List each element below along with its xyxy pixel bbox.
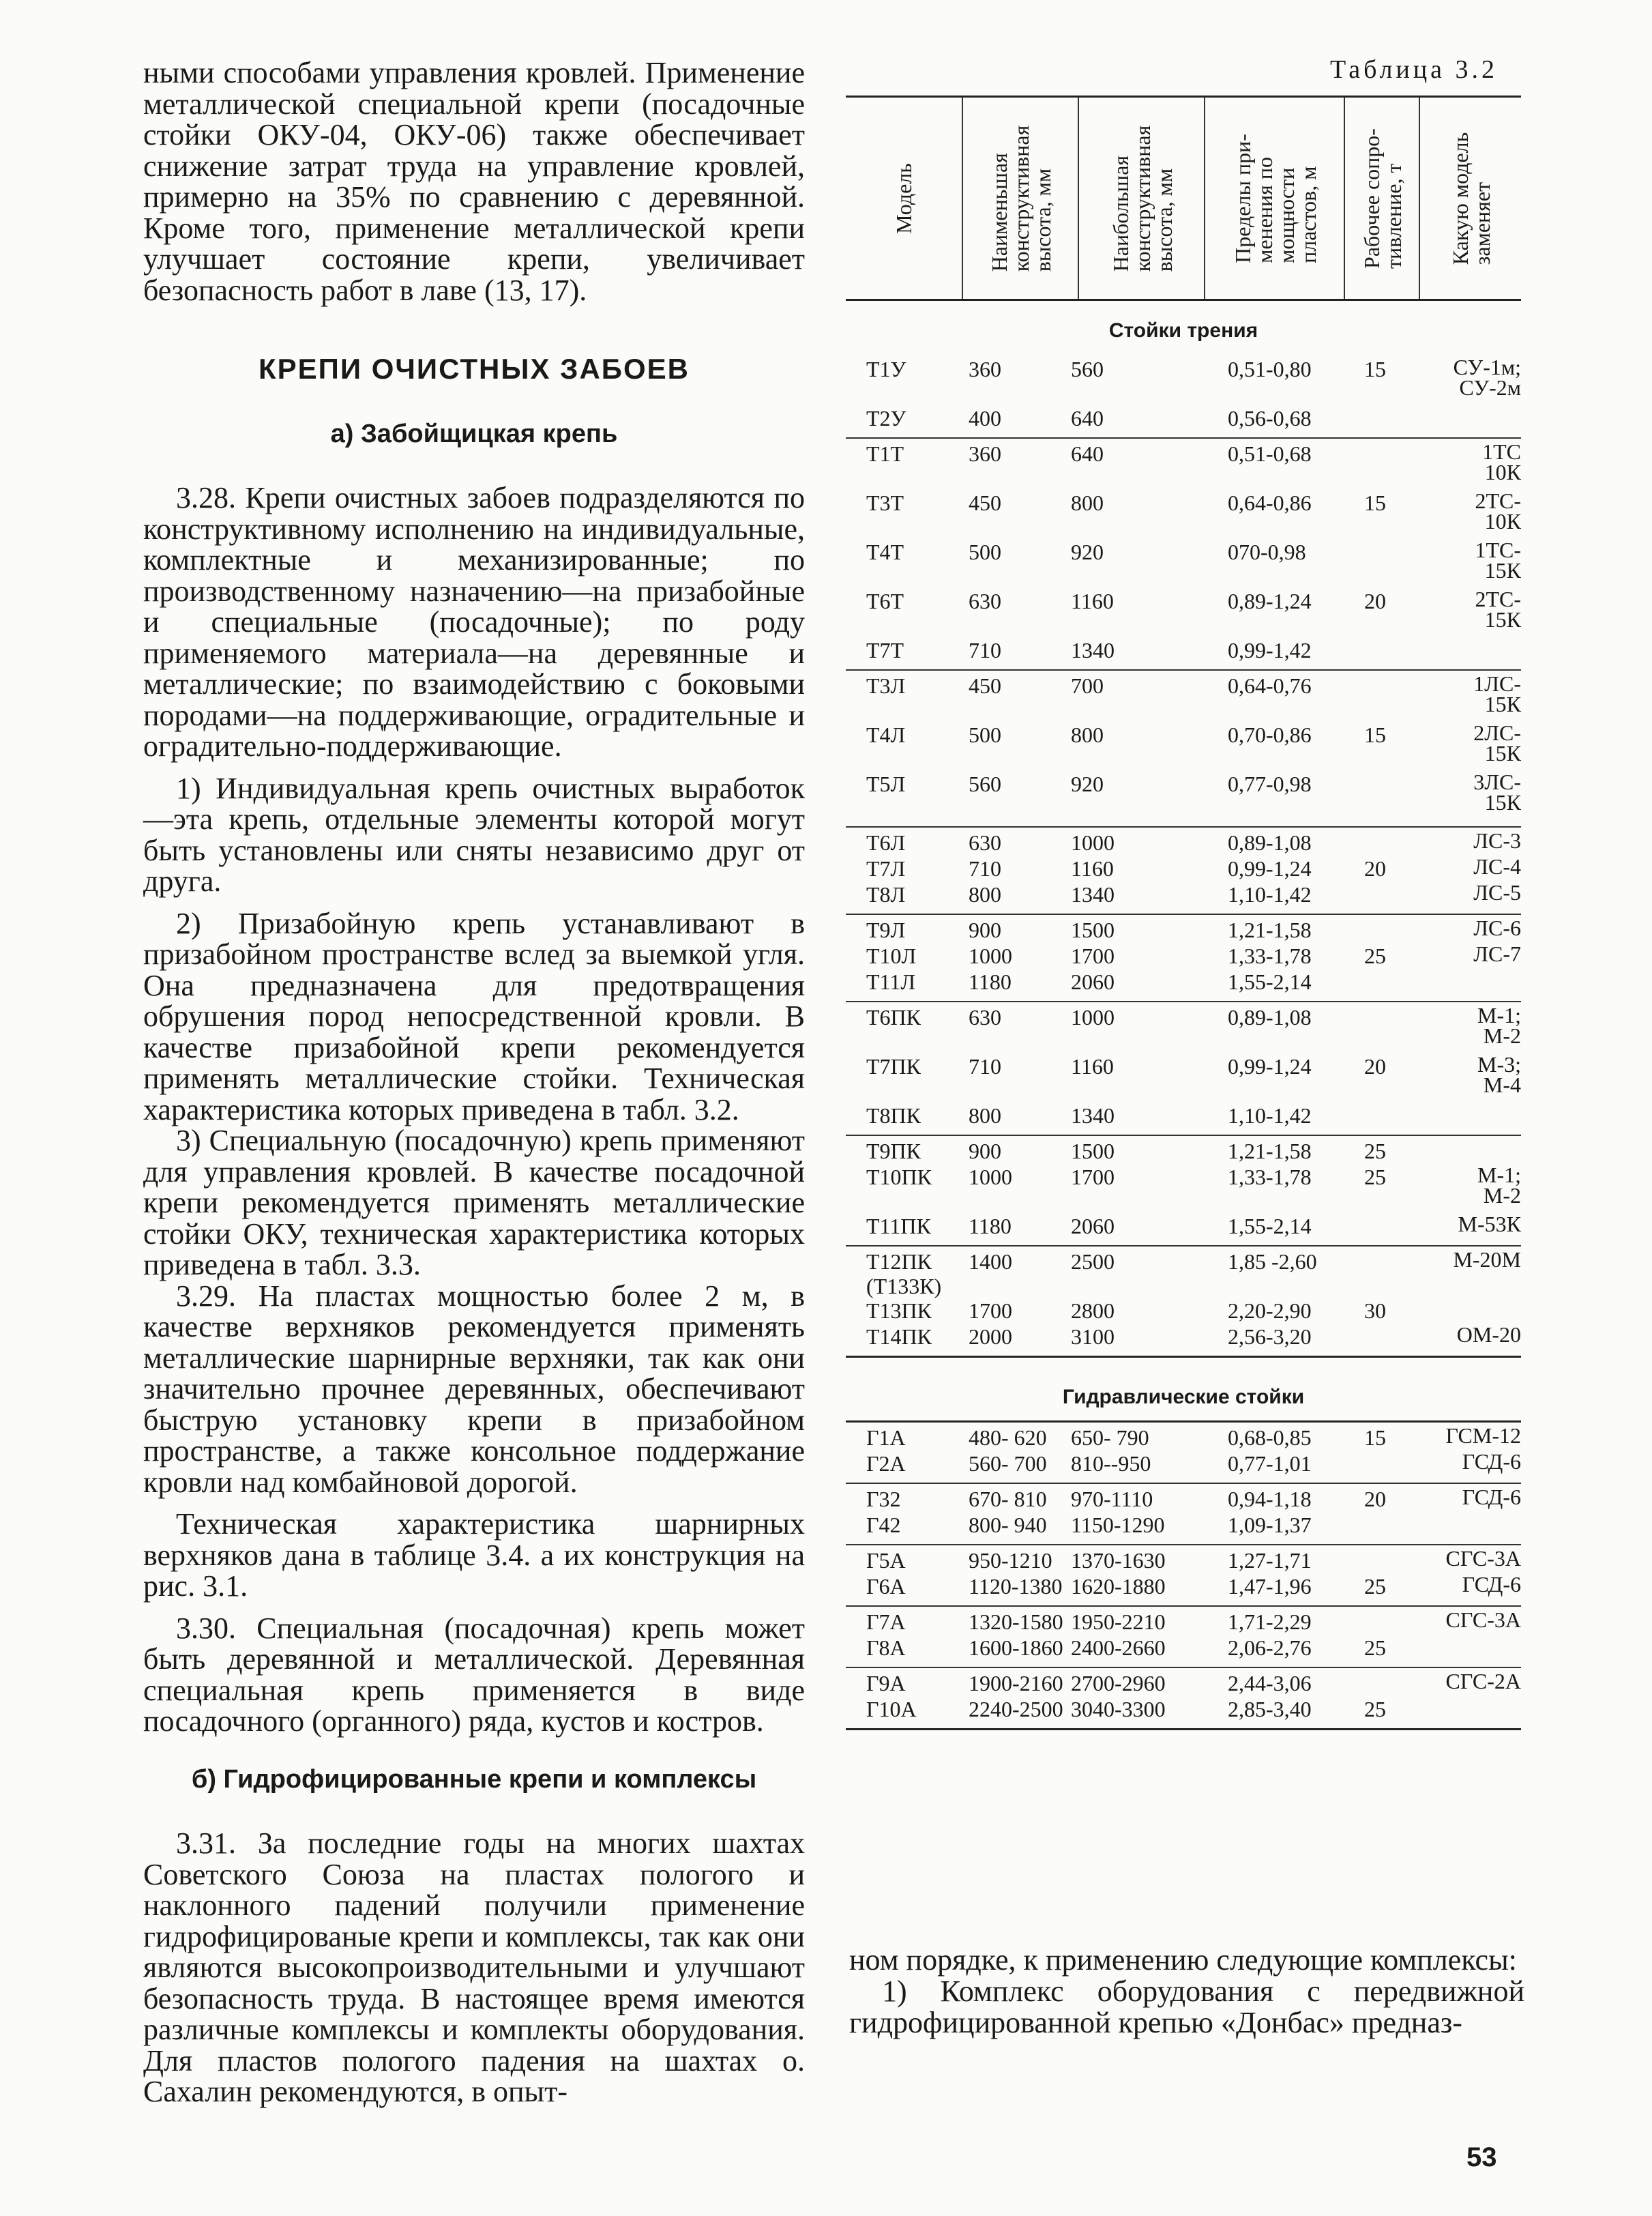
- cell-line: 2ТС-: [1475, 587, 1521, 611]
- cell-line: 15К: [1484, 607, 1521, 632]
- cell-model: Г5А: [866, 1548, 906, 1573]
- cell-model: Т6Т: [866, 589, 904, 613]
- cell-max: 640: [1071, 441, 1104, 466]
- cell-line: (Т133К): [866, 1274, 942, 1298]
- cell-model: Т7Т: [866, 638, 904, 662]
- cell-res: 20: [1364, 589, 1386, 613]
- cell-min: 630: [969, 1005, 1001, 1030]
- cell-range: 2,85-3,40: [1228, 1697, 1312, 1721]
- cell-min: 800: [969, 1103, 1001, 1128]
- cell-line: 1ЛС-: [1473, 671, 1521, 696]
- cell-line: СУ-2м: [1459, 375, 1521, 400]
- cell-range: 0,51-0,80: [1228, 357, 1312, 381]
- cell-max: 3100: [1071, 1324, 1115, 1349]
- paragraph-item-3: 3) Специальную (посадочную) крепь применяют для управления кровлей. В качестве посадочной крепи рекомендуется применять металлические стойки ОКУ, техническая характеристика которых приведена в табл. 3.3.: [143, 1124, 805, 1281]
- cell-range: 1,33-1,78: [1228, 944, 1312, 968]
- cell-line: 15К: [1484, 558, 1521, 583]
- cell-max: 1700: [1071, 944, 1115, 968]
- cell-model: Т14ПК: [866, 1324, 932, 1349]
- cell-range: 1,47-1,96: [1228, 1574, 1312, 1599]
- cell-min: 1180: [969, 970, 1012, 994]
- cell-max: 640: [1071, 406, 1104, 431]
- cell-res: 25: [1364, 944, 1386, 968]
- cell-range: 2,20-2,90: [1228, 1298, 1312, 1323]
- cell-min: 900: [969, 1139, 1001, 1163]
- table-row: [846, 357, 1521, 406]
- cell-model: Г1А: [866, 1425, 906, 1450]
- cell-repl: ЛС-6: [1473, 916, 1521, 940]
- cell-max: 560: [1071, 357, 1104, 381]
- cell-repl: М-53К: [1458, 1212, 1521, 1236]
- cell-line: М-2: [1483, 1023, 1521, 1048]
- cell-min: 560- 700: [969, 1451, 1047, 1476]
- header-replaces: [1419, 98, 1522, 299]
- cell-min: 950-1210: [969, 1548, 1052, 1573]
- cell-model: Т7Л: [866, 856, 906, 881]
- cell-repl: [1412, 589, 1521, 630]
- header-line: пластов, м: [1295, 165, 1321, 263]
- table-row: [846, 1548, 1521, 1574]
- cell-model: Т2У: [866, 406, 906, 431]
- cell-repl: ЛС-7: [1473, 942, 1521, 966]
- header-model: [846, 98, 962, 299]
- cell-max: 1160: [1071, 1054, 1114, 1079]
- cell-range: 0,64-0,76: [1228, 673, 1312, 698]
- cell-max: 1160: [1071, 856, 1114, 881]
- cell-max: 3040-3300: [1071, 1697, 1166, 1721]
- paragraph-3-30: 3.30. Специальная (посадочная) крепь может быть деревянной и металлической. Деревянная специальная крепь применяется в виде посадочного (органного) ряда, кустов и костров.: [143, 1611, 805, 1738]
- cell-range: 0,99-1,42: [1228, 638, 1312, 662]
- cell-range: 0,89-1,08: [1228, 830, 1312, 855]
- cell-min: 1600-1860: [969, 1635, 1063, 1660]
- cell-max: 800: [1071, 491, 1104, 515]
- table-group: [846, 1668, 1521, 1730]
- cell-model: Т5Л: [866, 772, 906, 796]
- cell-model: Т13ПК: [866, 1298, 932, 1323]
- cell-min: 560: [969, 772, 1001, 796]
- cell-line: М-1;: [1477, 1163, 1521, 1187]
- paragraph-tech: Техническая характеристика шарнирных верхняков дана в таблице 3.4. а их конструкция на рис. 3.1.: [143, 1507, 805, 1603]
- cell-range: 0,99-1,24: [1228, 856, 1312, 881]
- cell-min: 630: [969, 589, 1001, 613]
- header-range: [1204, 98, 1345, 299]
- paragraph-item-2: 2) Призабойную крепь устанавливают в призабойном пространстве вслед за выемкой угля. Она предназначена для предотвращения обрушения пород непосредственной кровли. В качестве призабойной крепи рекомендуется применять металлические стойки. Техническая характеристика которых приведена в табл. 3.2.: [143, 906, 805, 1126]
- subsection-heading-b: б) Гидрофицированные крепи и комплексы: [191, 1764, 757, 1794]
- table-row: [846, 540, 1521, 589]
- table-row: [846, 1574, 1521, 1600]
- table-row: [846, 1324, 1521, 1350]
- table-row: [846, 1425, 1521, 1451]
- cell-repl: ГСД-6: [1462, 1449, 1521, 1474]
- cell-max: 700: [1071, 673, 1104, 698]
- cell-repl: ЛС-5: [1473, 880, 1521, 905]
- cell-range: 0,56-0,68: [1228, 406, 1312, 431]
- cell-max: 1340: [1071, 1103, 1115, 1128]
- cell-repl: ЛС-3: [1473, 828, 1521, 853]
- cell-max: 810--950: [1071, 1451, 1151, 1476]
- cell-line: 15К: [1484, 692, 1521, 716]
- paragraph-complex-1: 1) Комплекс оборудования с передвижной гидрофицированной крепью «Донбас» предназ-: [849, 1974, 1524, 2039]
- cell-model: Т9ПК: [866, 1139, 921, 1163]
- cell-range: 0,99-1,24: [1228, 1054, 1312, 1079]
- cell-repl: [1412, 540, 1521, 581]
- table-row: [846, 918, 1521, 944]
- cell-max: 920: [1071, 540, 1104, 564]
- table-row: [846, 1249, 1521, 1298]
- table-group: [846, 1136, 1521, 1246]
- cell-model: Г42: [866, 1513, 901, 1537]
- cell-max: 650- 790: [1071, 1425, 1149, 1450]
- cell-repl: [1412, 673, 1521, 714]
- cell-min: 1000: [969, 1165, 1012, 1189]
- table-group: [846, 1607, 1521, 1668]
- cell-res: 15: [1364, 1425, 1386, 1450]
- cell-model: Т8Л: [866, 882, 906, 907]
- cell-range: 0,89-1,08: [1228, 1005, 1312, 1030]
- cell-repl: [1412, 1054, 1521, 1095]
- cell-max: 2060: [1071, 970, 1115, 994]
- table-row: [846, 1487, 1521, 1513]
- cell-range: 1,10-1,42: [1228, 1103, 1312, 1128]
- cell-line: 3ЛС-: [1473, 770, 1521, 794]
- cell-max: 1500: [1071, 1139, 1115, 1163]
- cell-min: 450: [969, 491, 1001, 515]
- cell-min: 1180: [969, 1214, 1012, 1238]
- cell-res: 25: [1364, 1635, 1386, 1660]
- table-row: [846, 970, 1521, 995]
- cell-min: 360: [969, 357, 1001, 381]
- table-row: [846, 673, 1521, 723]
- cell-repl: ГСД-6: [1462, 1485, 1521, 1509]
- cell-line: М-1;: [1477, 1003, 1521, 1027]
- table-row: [846, 944, 1521, 970]
- table-group: [846, 1484, 1521, 1545]
- header-resistance: [1344, 98, 1420, 299]
- cell-range: 1,71-2,29: [1228, 1609, 1312, 1634]
- cell-min: 450: [969, 673, 1001, 698]
- cell-model: Т10ПК: [866, 1165, 932, 1189]
- cell-min: 400: [969, 406, 1001, 431]
- header-line: высота, мм: [1151, 168, 1177, 272]
- header-line: Какую модель: [1448, 132, 1473, 265]
- cell-res: 25: [1364, 1165, 1386, 1189]
- cell-repl: [1412, 357, 1521, 398]
- page-number: 53: [1466, 2142, 1497, 2172]
- cell-range: 1,27-1,71: [1228, 1548, 1312, 1573]
- cell-range: 070-0,98: [1228, 540, 1306, 564]
- intro-paragraph: ными способами управления кровлей. Применение металлической специальной крепи (посадочные стойки ОКУ-04, ОКУ-06) также обеспечивает снижение затрат труда на управление кровлей, примерно на 35% по сравнению с деревянной. Кроме того, применение металлической крепи улучшает состояние крепи, увеличивает безопасность работ в лаве (13, 17).: [143, 56, 805, 307]
- table-row: [846, 1214, 1521, 1240]
- cell-repl: [1412, 772, 1521, 813]
- cell-line: 15К: [1484, 741, 1521, 766]
- cell-min: 2240-2500: [969, 1697, 1063, 1721]
- cell-res: 25: [1364, 1574, 1386, 1599]
- cell-min: 900: [969, 918, 1001, 942]
- cell-model: Т9Л: [866, 918, 906, 942]
- table-row: [846, 1298, 1521, 1324]
- table-group: [846, 828, 1521, 915]
- cell-model: Г32: [866, 1487, 901, 1511]
- cell-min: 630: [969, 830, 1001, 855]
- table-caption: Таблица 3.2: [1330, 55, 1499, 84]
- cell-max: 1950-2210: [1071, 1609, 1166, 1634]
- cell-model: Т3Л: [866, 673, 906, 698]
- table-row: [846, 1671, 1521, 1697]
- cell-model: Т8ПК: [866, 1103, 921, 1128]
- cell-max: 1620-1880: [1071, 1574, 1166, 1599]
- cell-repl: [1412, 441, 1521, 482]
- cell-max: 2800: [1071, 1298, 1115, 1323]
- table-header: [846, 96, 1521, 301]
- header-line: мощности: [1273, 167, 1299, 263]
- cell-repl: ЛС-4: [1473, 854, 1521, 879]
- header-line: Пределы при-: [1230, 133, 1255, 263]
- header-line: Модель: [891, 162, 916, 234]
- table-row: [846, 491, 1521, 540]
- cell-res: 20: [1364, 856, 1386, 881]
- cell-range: 0,51-0,68: [1228, 441, 1312, 466]
- cell-range: 0,89-1,24: [1228, 589, 1312, 613]
- cell-line: 10К: [1484, 460, 1521, 484]
- cell-min: 1900-2160: [969, 1671, 1063, 1695]
- cell-model: Г6А: [866, 1574, 906, 1599]
- table-row: [846, 1451, 1521, 1477]
- cell-range: 1,33-1,78: [1228, 1165, 1312, 1189]
- hydraulic-body: [846, 1420, 1521, 1730]
- cell-min: 360: [969, 441, 1001, 466]
- cell-max: 2500: [1071, 1249, 1115, 1274]
- subsection-heading-a: а) Забойщицкая крепь: [330, 419, 618, 448]
- cell-res: 25: [1364, 1139, 1386, 1163]
- cell-range: 0,68-0,85: [1228, 1425, 1312, 1450]
- table-group: [846, 1423, 1521, 1484]
- cell-repl: СГС-3А: [1445, 1546, 1521, 1571]
- cell-max: 1000: [1071, 830, 1115, 855]
- cell-min: 710: [969, 856, 1001, 881]
- paragraph-3-31: 3.31. За последние годы на многих шахтах Советского Союза на пластах пологого и наклонного падений получили применение гидрофицированые крепи и комплексы, так как они являются высокопроизводительными и улучшают безопасность труда. В настоящее время имеются различные комплексы и комплекты оборудования. Для пластов пологого падения на шахтах о. Сахалин рекомендуются, в опыт-: [143, 1826, 805, 2108]
- cell-line: М-3;: [1477, 1052, 1521, 1077]
- table-3-2: [846, 96, 1521, 1730]
- cell-model: Г7А: [866, 1609, 906, 1634]
- cell-max: 2700-2960: [1071, 1671, 1166, 1695]
- table-group: [846, 354, 1521, 439]
- cell-max: 1160: [1071, 589, 1114, 613]
- table-group: [846, 1246, 1521, 1358]
- cell-max: 1000: [1071, 1005, 1115, 1030]
- cell-line: М-4: [1483, 1073, 1521, 1097]
- section-hydraulic-title: Гидравлические стойки: [1062, 1386, 1305, 1408]
- paragraph-item-1: 1) Индивидуальная крепь очистных выработок—эта крепь, отдельные элементы которой могут быть установлены или сняты независимо друг от друга.: [143, 771, 805, 898]
- cell-repl: ОМ-20: [1456, 1322, 1521, 1347]
- section-heading: КРЕПИ ОЧИСТНЫХ ЗАБОЕВ: [259, 353, 690, 385]
- cell-line: Т12ПК: [866, 1249, 932, 1274]
- cell-model: Т7ПК: [866, 1054, 921, 1079]
- cell-repl: М-20М: [1453, 1247, 1521, 1272]
- cell-range: 1,09-1,37: [1228, 1513, 1312, 1537]
- cell-min: 1320-1580: [969, 1609, 1063, 1634]
- cell-max: 1700: [1071, 1165, 1115, 1189]
- cell-res: 15: [1364, 357, 1386, 381]
- cell-range: 1,55-2,14: [1228, 1214, 1312, 1238]
- cell-range: 2,56-3,20: [1228, 1324, 1312, 1349]
- cell-repl: ГСМ-12: [1445, 1423, 1521, 1448]
- cell-max: 1340: [1071, 638, 1115, 662]
- cell-min: 1700: [969, 1298, 1012, 1323]
- header-line: Наибольшая: [1108, 155, 1133, 272]
- cell-model: Т11ПК: [866, 1214, 931, 1238]
- header-line: менения по: [1252, 156, 1277, 263]
- table-row: [846, 1005, 1521, 1054]
- cell-line: М-2: [1483, 1183, 1521, 1208]
- header-line: высота, мм: [1031, 168, 1055, 272]
- cell-min: 710: [969, 638, 1001, 662]
- cell-max: 2400-2660: [1071, 1635, 1166, 1660]
- cell-line: 2ЛС-: [1473, 720, 1521, 745]
- table-row: [846, 406, 1521, 432]
- cell-model: Т4Т: [866, 540, 904, 564]
- friction-body: [846, 354, 1521, 1358]
- table-row: [846, 720, 1521, 772]
- cell-model: Т1Т: [866, 441, 904, 466]
- cell-range: 0,77-1,01: [1228, 1451, 1312, 1476]
- cell-model: [866, 1249, 941, 1298]
- table-row: [846, 1139, 1521, 1165]
- cell-model: Т1У: [866, 357, 906, 381]
- cell-repl: ГСД-6: [1462, 1572, 1521, 1597]
- cell-line: 1ТС-: [1475, 538, 1521, 562]
- cell-range: 1,21-1,58: [1228, 1139, 1312, 1163]
- left-column: [143, 57, 805, 2108]
- cell-model: Г2А: [866, 1451, 906, 1476]
- cell-repl: [1412, 1165, 1521, 1206]
- cell-min: 1120-1380: [969, 1574, 1063, 1599]
- table-row: [846, 1054, 1521, 1103]
- table-row: [846, 1697, 1521, 1723]
- cell-line: 10К: [1484, 509, 1521, 534]
- cell-range: 0,70-0,86: [1228, 723, 1312, 747]
- table-row: [846, 772, 1521, 821]
- paragraph-continuation: ном порядке, к применению следующие комплексы:: [849, 1943, 1517, 1977]
- header-line: Рабочее сопро-: [1359, 128, 1384, 269]
- table-row: [846, 441, 1521, 491]
- table-row: [846, 1165, 1521, 1214]
- header-line: Наименьшая: [987, 152, 1012, 272]
- cell-line: СУ-1м;: [1453, 355, 1521, 379]
- cell-res: 15: [1364, 723, 1386, 747]
- table-row: [846, 882, 1521, 908]
- table-group: [846, 1002, 1521, 1136]
- cell-range: 2,44-3,06: [1228, 1671, 1312, 1695]
- cell-max: 920: [1071, 772, 1104, 796]
- paragraph-3-29: 3.29. На пластах мощностью более 2 м, в качестве верхняков рекомендуется применять металлические шарнирные верхняки, так как они значительно прочнее деревянных, обеспечивают быструю установку крепи в призабойном пространстве, а также консольное поддержание кровли над комбайновой дорогой.: [143, 1279, 805, 1499]
- table-row: [846, 1103, 1521, 1129]
- table-group: [846, 439, 1521, 671]
- right-column-text: [849, 1944, 1524, 2039]
- cell-line: 1ТС: [1482, 439, 1521, 464]
- cell-min: 500: [969, 540, 1001, 564]
- cell-res: 20: [1364, 1487, 1386, 1511]
- cell-res: 25: [1364, 1697, 1386, 1721]
- cell-range: 2,06-2,76: [1228, 1635, 1312, 1660]
- table-row: [846, 589, 1521, 638]
- header-max-height: [1078, 98, 1205, 299]
- cell-max: 800: [1071, 723, 1104, 747]
- header-line: заменяет: [1470, 181, 1494, 265]
- table-group: [846, 671, 1521, 828]
- header-line: конструктивная: [1009, 125, 1033, 272]
- cell-max: 1340: [1071, 882, 1115, 907]
- cell-range: 0,64-0,86: [1228, 491, 1312, 515]
- cell-range: 0,77-0,98: [1228, 772, 1312, 796]
- header-min-height: [962, 98, 1079, 299]
- cell-min: 800- 940: [969, 1513, 1047, 1537]
- cell-repl: [1412, 1005, 1521, 1046]
- table-group: [846, 1545, 1521, 1607]
- cell-res: 20: [1364, 1054, 1386, 1079]
- cell-res: 30: [1364, 1298, 1386, 1323]
- paragraph-3-28: 3.28. Крепи очистных забоев подразделяются по конструктивному исполнению на индивидуальные, комплектные и механизированные; по производственному назначению—на призабойные и специальные (посадочные); по роду применяемого материала—на деревянные и металлические; по взаимодействию с боковыми породами—на поддерживающие, оградительные и оградительно-поддерживающие.: [143, 481, 805, 763]
- table-row: [846, 1635, 1521, 1661]
- cell-max: 2060: [1071, 1214, 1115, 1238]
- cell-model: Г10А: [866, 1697, 917, 1721]
- cell-min: 1400: [969, 1249, 1012, 1274]
- cell-max: 970-1110: [1071, 1487, 1153, 1511]
- cell-max: 1370-1630: [1071, 1548, 1166, 1573]
- cell-range: 1,10-1,42: [1228, 882, 1312, 907]
- section-friction-title: Стойки трения: [1108, 319, 1258, 342]
- cell-min: 2000: [969, 1324, 1012, 1349]
- cell-repl: СГС-2А: [1445, 1669, 1521, 1693]
- cell-res: 15: [1364, 491, 1386, 515]
- cell-model: Т6ПК: [866, 1005, 921, 1030]
- header-line: тивление, т: [1381, 163, 1406, 269]
- cell-model: Г8А: [866, 1635, 906, 1660]
- cell-min: 480- 620: [969, 1425, 1047, 1450]
- table-row: [846, 830, 1521, 856]
- cell-model: Т10Л: [866, 944, 917, 968]
- cell-model: Г9А: [866, 1671, 906, 1695]
- cell-range: 1,85 -2,60: [1228, 1249, 1317, 1274]
- cell-min: 710: [969, 1054, 1001, 1079]
- cell-range: 1,55-2,14: [1228, 970, 1312, 994]
- cell-max: 1500: [1071, 918, 1115, 942]
- cell-repl: [1412, 489, 1521, 534]
- cell-min: 1000: [969, 944, 1012, 968]
- table-row: [846, 1513, 1521, 1539]
- table-group: [846, 915, 1521, 1002]
- cell-repl: [1412, 720, 1521, 766]
- cell-model: Т6Л: [866, 830, 906, 855]
- cell-min: 800: [969, 882, 1001, 907]
- cell-model: Т3Т: [866, 491, 904, 515]
- cell-model: Т4Л: [866, 723, 906, 747]
- header-line: конструктивная: [1130, 125, 1155, 272]
- cell-model: Т11Л: [866, 970, 916, 994]
- cell-range: 0,94-1,18: [1228, 1487, 1312, 1511]
- cell-min: 670- 810: [969, 1487, 1047, 1511]
- cell-max: 1150-1290: [1071, 1513, 1165, 1537]
- table-row: [846, 1609, 1521, 1635]
- cell-range: 1,21-1,58: [1228, 918, 1312, 942]
- cell-min: 500: [969, 723, 1001, 747]
- cell-repl: СГС-3А: [1445, 1607, 1521, 1632]
- table-row: [846, 638, 1521, 664]
- cell-line: 15К: [1484, 790, 1521, 815]
- cell-line: 2ТС-: [1475, 489, 1521, 513]
- table-row: [846, 856, 1521, 882]
